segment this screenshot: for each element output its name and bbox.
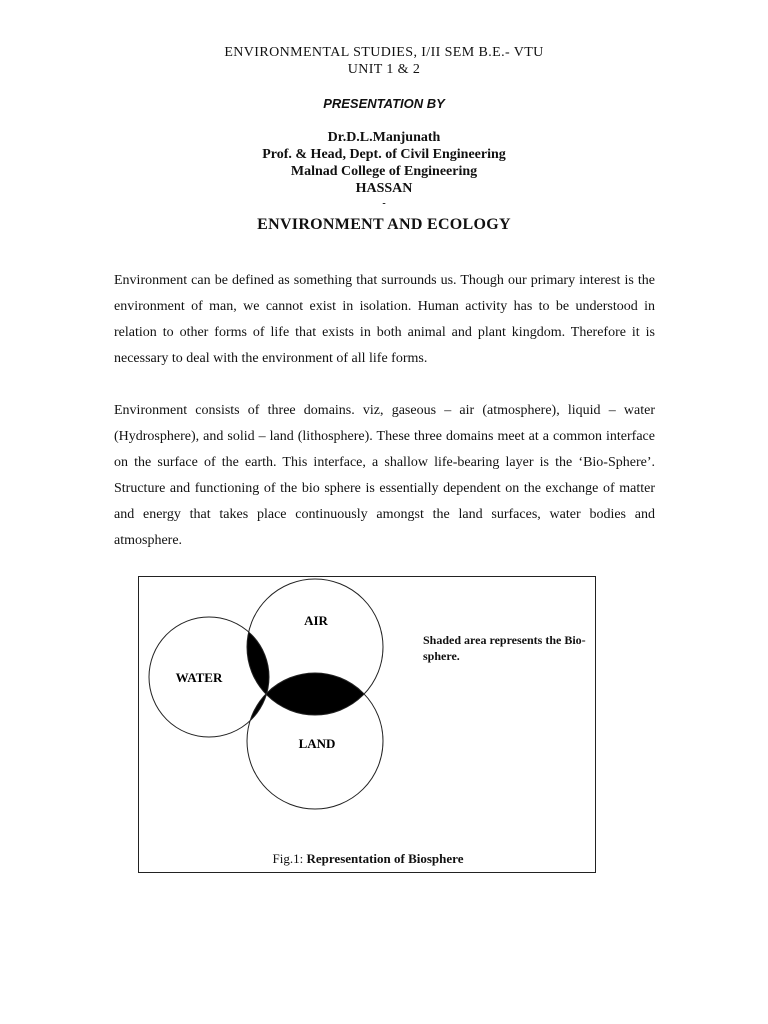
- unit-heading: UNIT 1 & 2: [347, 62, 421, 77]
- author-name: Dr.D.L.Manjunath: [327, 130, 441, 145]
- page-title: ENVIRONMENT AND ECOLOGY: [257, 216, 511, 233]
- figure-caption: [139, 851, 597, 867]
- figure-number: Fig.1:: [272, 851, 304, 866]
- course-heading: ENVIRONMENTAL STUDIES, I/II SEM B.E.- VTU: [224, 45, 544, 60]
- water-label: WATER: [175, 670, 223, 685]
- air-label: AIR: [304, 613, 328, 628]
- presentation-by-label: PRESENTATION BY: [323, 96, 445, 111]
- biosphere-note: Shaded area represents the Bio-sphere.: [423, 633, 586, 663]
- author-role: Prof. & Head, Dept. of Civil Engineering: [262, 147, 506, 162]
- city-name: HASSAN: [355, 181, 413, 196]
- separator-dash: -: [382, 198, 386, 209]
- biosphere-figure: [138, 576, 596, 873]
- domains-paragraph: Environment consists of three domains. viz, gaseous – air (atmosphere), liquid – water (Hydrosphere), and solid – land (lithosphere). These three domains meet at a common interface on the surface of the earth. This interface, a shallow life-bearing layer is the ‘Bio-Sphere’. Structure and functioning of the bio sphere is essentially dependent on the exchange of matter and energy that takes place continuously amongst the land surfaces, water bodies and atmosphere.: [114, 403, 655, 548]
- intro-paragraph: Environment can be defined as something that surrounds us. Though our primary interest is the environment of man, we cannot exist in isolation. Human activity has to be understood in relation to other forms of life that exists in both animal and plant kingdom. Therefore it is necessary to deal with the environment of all life forms.: [114, 273, 655, 366]
- figure-caption-text: Representation of Biosphere: [306, 851, 464, 866]
- college-name: Malnad College of Engineering: [290, 164, 478, 179]
- air-land-overlap: [247, 579, 383, 715]
- venn-diagram: [139, 577, 597, 874]
- land-label: LAND: [298, 736, 336, 751]
